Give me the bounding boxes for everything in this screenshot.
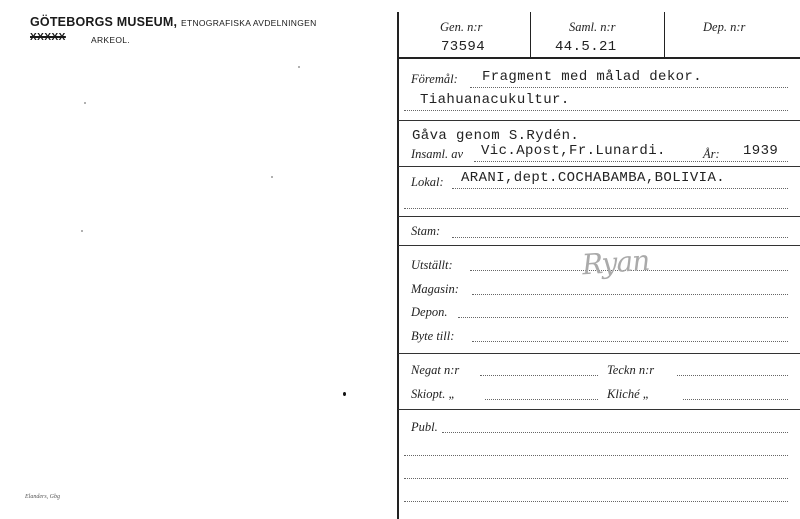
foremal-label: Föremål: — [411, 72, 458, 86]
dust-speck — [84, 102, 86, 104]
card-left-border — [397, 12, 399, 519]
ar-value: 1939 — [743, 143, 779, 159]
lokal-dotline-2 — [404, 208, 788, 209]
gen-saml-divider — [530, 12, 531, 57]
depon-label: Depon. — [411, 305, 448, 319]
stam-dotline — [452, 237, 788, 238]
kliche-dotline — [683, 399, 788, 400]
magasin-label: Magasin: — [411, 282, 459, 296]
teckn-dotline — [677, 375, 788, 376]
department-name: ETNOGRAFISKA AVDELNINGEN — [181, 18, 317, 28]
foremal-line1: Fragment med målad dekor. — [482, 69, 703, 85]
kliche-label: Kliché „ — [607, 387, 650, 401]
struck-out-word: XXXXX — [30, 32, 66, 43]
ar-label: År: — [703, 147, 720, 161]
stam-label: Stam: — [411, 224, 441, 238]
foremal-rule — [398, 120, 800, 121]
foremal-dotline-1 — [470, 87, 788, 88]
lokal-dotline-1 — [452, 188, 788, 189]
gava-line: Gåva genom S.Rydén. — [412, 128, 580, 144]
publ-dotline-4 — [404, 501, 788, 502]
dep-nr-label: Dep. n:r — [703, 20, 746, 34]
publ-dotline-2 — [404, 455, 788, 456]
byte-dotline — [472, 341, 788, 342]
saml-nr-value: 44.5.21 — [555, 39, 617, 55]
foremal-dotline-2 — [404, 110, 788, 111]
insaml-value: Vic.Apost,Fr.Lunardi. — [481, 143, 666, 159]
saml-nr-label: Saml. n:r — [569, 20, 616, 34]
top-row-rule — [398, 57, 800, 59]
dust-speck — [343, 392, 346, 396]
lokal-label: Lokal: — [411, 175, 444, 189]
lokal-rule — [398, 216, 800, 217]
depon-dotline — [458, 317, 788, 318]
status-rule — [398, 353, 800, 354]
dust-speck — [81, 230, 83, 232]
publ-dotline-1 — [442, 432, 788, 433]
magasin-dotline — [472, 294, 788, 295]
negat-label: Negat n:r — [411, 363, 460, 377]
skiopt-dotline — [485, 399, 598, 400]
handwritten-signature: Ryan — [580, 243, 651, 282]
museum-name: GÖTEBORGS MUSEUM, — [30, 15, 178, 29]
publ-dotline-3 — [404, 478, 788, 479]
skiopt-label: Skiopt. „ — [411, 387, 456, 401]
gen-nr-value: 73594 — [441, 39, 486, 55]
dust-speck — [271, 176, 273, 178]
publ-label: Publ. — [411, 420, 438, 434]
negat-dotline — [480, 375, 598, 376]
dust-speck — [298, 66, 300, 68]
byte-label: Byte till: — [411, 329, 455, 343]
section-name: ARKEOL. — [91, 35, 130, 45]
saml-dep-divider — [664, 12, 665, 57]
foremal-line2: Tiahuanacukultur. — [420, 92, 570, 108]
gen-nr-label: Gen. n:r — [440, 20, 483, 34]
printer-credit: Elanders, Gbg — [25, 494, 60, 500]
insaml-dotline — [474, 161, 788, 162]
gava-rule — [398, 166, 800, 167]
stam-rule — [398, 245, 800, 246]
lokal-value: ARANI,dept.COCHABAMBA,BOLIVIA. — [461, 170, 726, 186]
insaml-label: Insaml. av — [411, 147, 464, 161]
utstallt-label: Utställt: — [411, 258, 453, 272]
teckn-label: Teckn n:r — [607, 363, 655, 377]
photo-rule — [398, 409, 800, 410]
